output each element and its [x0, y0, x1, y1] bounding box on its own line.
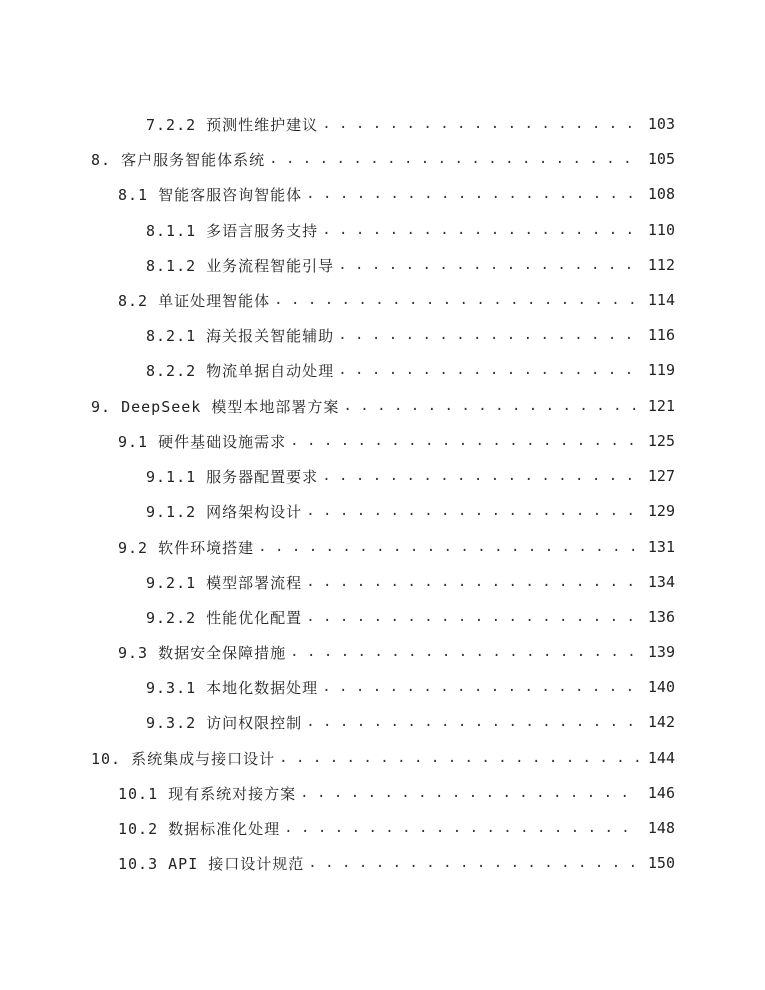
- toc-entry-page: 125: [640, 432, 675, 450]
- dot-leader: [306, 605, 640, 629]
- toc-entry[interactable]: [91, 746, 675, 770]
- dot-leader: [338, 323, 640, 347]
- toc-entry-page: 144: [640, 749, 675, 767]
- toc-entry-page: 150: [640, 854, 675, 872]
- dot-leader: [322, 464, 640, 488]
- toc-entry-label: 9.3 数据安全保障措施: [118, 642, 290, 663]
- dot-leader: [284, 816, 640, 840]
- toc-entry-label: 10.2 数据标准化处理: [118, 818, 284, 839]
- dot-leader: [306, 570, 640, 594]
- toc-entry-label: 9.3.1 本地化数据处理: [146, 677, 322, 698]
- toc-entry-page: 131: [640, 538, 675, 556]
- toc-entry[interactable]: [118, 429, 675, 453]
- toc-entry-label: 10.1 现有系统对接方案: [118, 783, 300, 804]
- toc-entry-label: 8.2.1 海关报关智能辅助: [146, 325, 338, 346]
- toc-entry-label: 9.3.2 访问权限控制: [146, 712, 306, 733]
- dot-leader: [269, 147, 640, 171]
- toc-entry-page: 121: [640, 397, 675, 415]
- toc-entry-page: 105: [640, 150, 675, 168]
- toc-entry-page: 127: [640, 467, 675, 485]
- toc-entry-label: 8.2.2 物流单据自动处理: [146, 360, 338, 381]
- toc-entry-label: 9.2.2 性能优化配置: [146, 607, 306, 628]
- toc-entry-label: 9.2.1 模型部署流程: [146, 572, 306, 593]
- dot-leader: [306, 499, 640, 523]
- dot-leader: [338, 253, 640, 277]
- toc-entry-page: 142: [640, 713, 675, 731]
- toc-entry[interactable]: [118, 535, 675, 559]
- toc-entry[interactable]: [146, 323, 675, 347]
- toc-entry[interactable]: [146, 112, 675, 136]
- dot-leader: [300, 781, 640, 805]
- toc-entry-page: 134: [640, 573, 675, 591]
- toc-entry[interactable]: [118, 640, 675, 664]
- toc-entry-label: 8.1.2 业务流程智能引导: [146, 255, 338, 276]
- toc-entry-label: 8. 客户服务智能体系统: [91, 149, 269, 170]
- toc-entry-label: 8.2 单证处理智能体: [118, 290, 274, 311]
- dot-leader: [338, 358, 640, 382]
- toc-entry[interactable]: [146, 464, 675, 488]
- toc-entry[interactable]: [118, 288, 675, 312]
- toc-entry-page: 139: [640, 643, 675, 661]
- toc-entry-page: 112: [640, 256, 675, 274]
- toc-entry[interactable]: [118, 816, 675, 840]
- toc-entry[interactable]: [146, 358, 675, 382]
- toc-entry-page: 148: [640, 819, 675, 837]
- toc-entry-page: 129: [640, 502, 675, 520]
- dot-leader: [322, 112, 640, 136]
- dot-leader: [306, 182, 640, 206]
- toc-entry[interactable]: [118, 851, 675, 875]
- toc-entry-page: 146: [640, 784, 675, 802]
- toc-entry-page: 116: [640, 326, 675, 344]
- toc-entry[interactable]: [118, 182, 675, 206]
- toc-entry-label: 9.2 软件环境搭建: [118, 537, 258, 558]
- toc-entry-page: 119: [640, 361, 675, 379]
- dot-leader: [274, 288, 640, 312]
- toc-entry-label: 10. 系统集成与接口设计: [91, 748, 279, 769]
- toc-entry[interactable]: [146, 253, 675, 277]
- toc-entry-label: 9. DeepSeek 模型本地部署方案: [91, 396, 343, 417]
- toc-entry-label: 7.2.2 预测性维护建议: [146, 114, 322, 135]
- dot-leader: [322, 218, 640, 242]
- toc-entry-page: 140: [640, 678, 675, 696]
- toc-entry[interactable]: [91, 147, 675, 171]
- toc-entry-label: 10.3 API 接口设计规范: [118, 853, 308, 874]
- dot-leader: [290, 429, 640, 453]
- toc-entry-label: 9.1 硬件基础设施需求: [118, 431, 290, 452]
- dot-leader: [343, 394, 640, 418]
- toc-entry-label: 8.1 智能客服咨询智能体: [118, 184, 306, 205]
- toc-entry-page: 103: [640, 115, 675, 133]
- toc-entry[interactable]: [146, 605, 675, 629]
- toc-entry-page: 108: [640, 185, 675, 203]
- toc-entry[interactable]: [146, 218, 675, 242]
- toc-entry-page: 110: [640, 221, 675, 239]
- toc-entry[interactable]: [146, 675, 675, 699]
- dot-leader: [308, 851, 640, 875]
- toc-entry-label: 8.1.1 多语言服务支持: [146, 220, 322, 241]
- toc-entry[interactable]: [146, 499, 675, 523]
- toc-entry-page: 136: [640, 608, 675, 626]
- dot-leader: [306, 710, 640, 734]
- toc-entry[interactable]: [146, 710, 675, 734]
- toc-entry-label: 9.1.2 网络架构设计: [146, 501, 306, 522]
- toc-entry[interactable]: [146, 570, 675, 594]
- dot-leader: [322, 675, 640, 699]
- toc-entry-label: 9.1.1 服务器配置要求: [146, 466, 322, 487]
- dot-leader: [258, 535, 640, 559]
- dot-leader: [290, 640, 640, 664]
- toc-entry[interactable]: [91, 394, 675, 418]
- toc-entry[interactable]: [118, 781, 675, 805]
- toc-entry-page: 114: [640, 291, 675, 309]
- dot-leader: [279, 746, 640, 770]
